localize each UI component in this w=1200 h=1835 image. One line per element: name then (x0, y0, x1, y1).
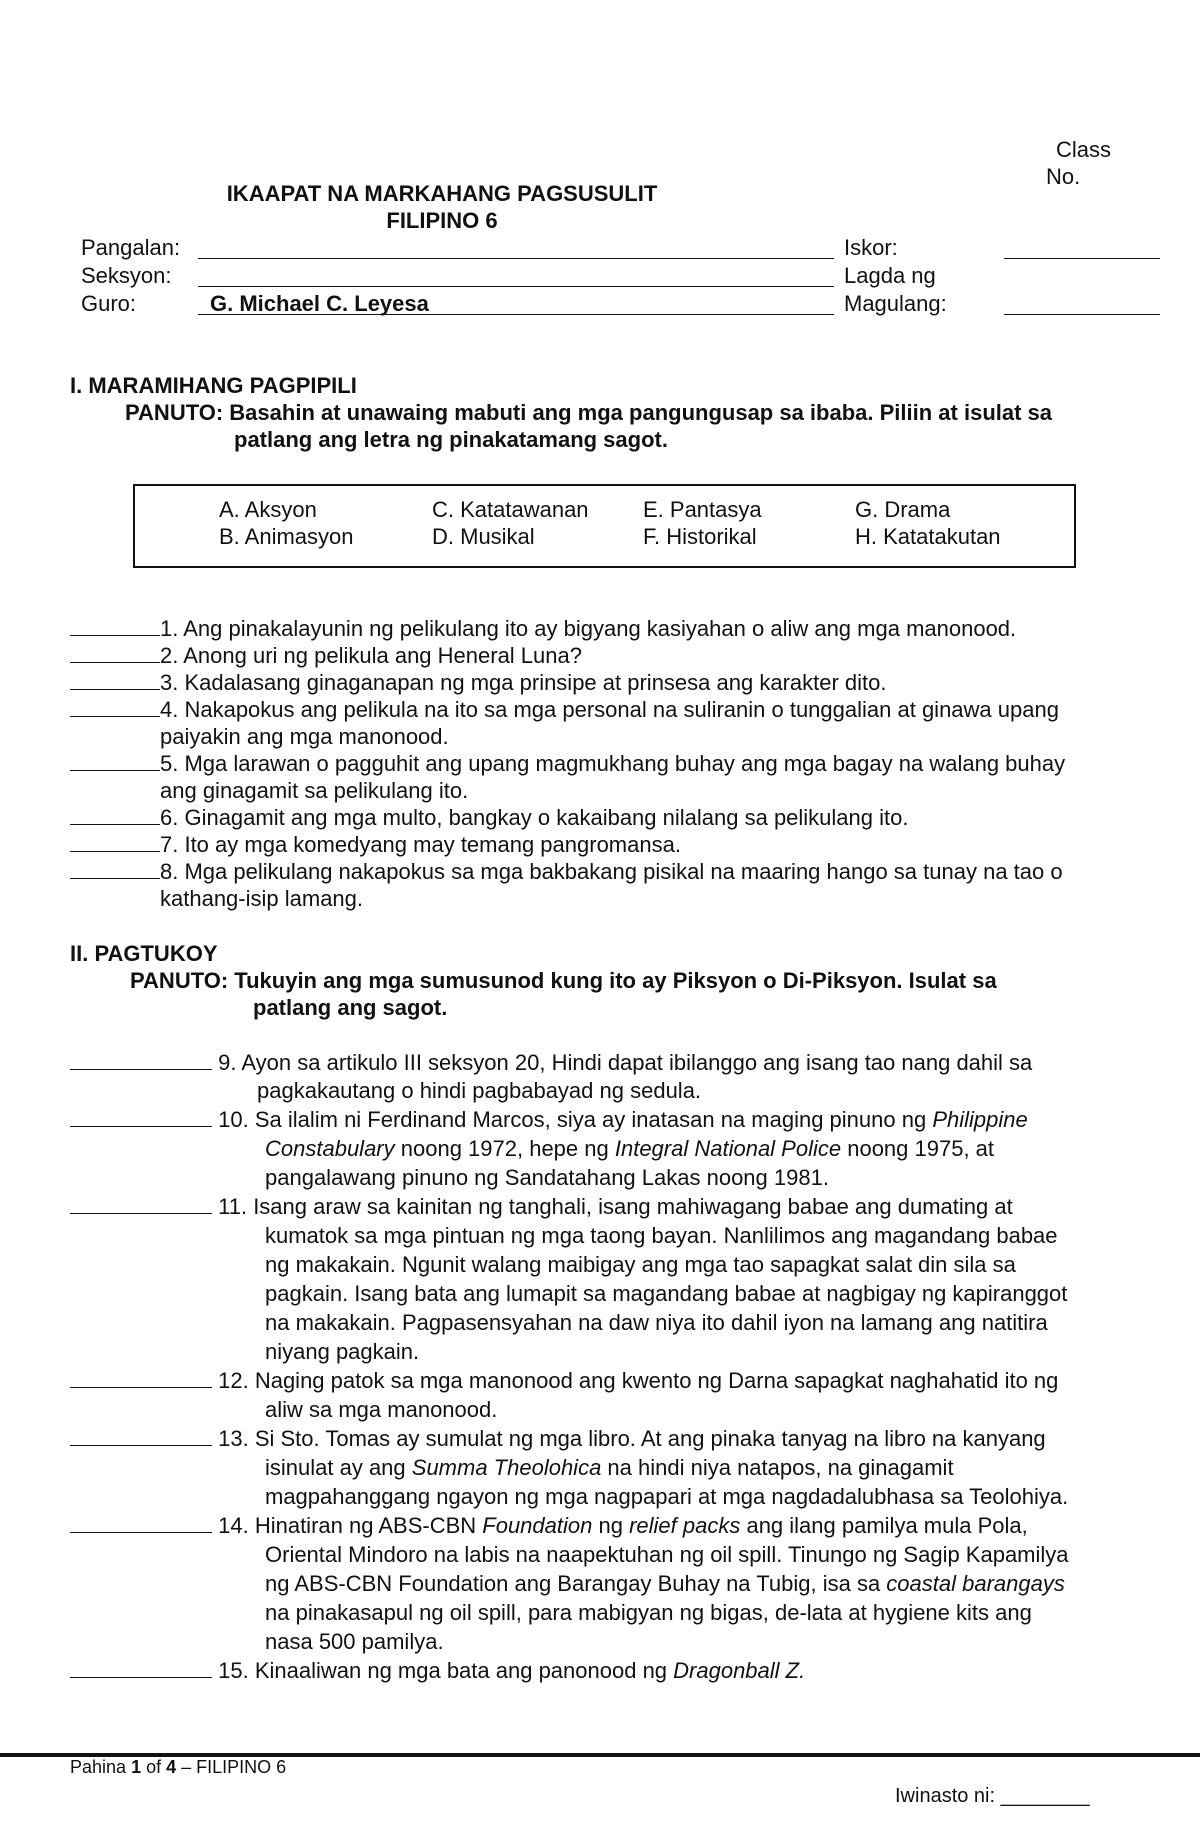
question-text: ng (592, 1513, 630, 1538)
question-text-italic: Foundation (482, 1513, 593, 1538)
section1-instruction-cont: patlang ang letra ng pinakatamang sagot. (234, 427, 668, 452)
question-text: na hindi niya natapos, na ginagamit (601, 1455, 954, 1480)
question-4-cont: paiyakin ang mga manonood. (160, 724, 449, 749)
section1-instruction: PANUTO: Basahin at unawaing mabuti ang mga pangungusap sa ibaba. Piliin at isulat sa (125, 400, 1053, 425)
question-14-cont4: nasa 500 pamilya. (265, 1629, 444, 1654)
choice-h: H. Katatakutan (855, 524, 1001, 549)
section2-instruction-cont: patlang ang sagot. (253, 995, 448, 1020)
choice-e: E. Pantasya (643, 497, 762, 522)
question-10 (70, 1107, 1028, 1133)
answer-blank[interactable] (70, 671, 160, 690)
question-14 (70, 1513, 1028, 1539)
question-text: 6. Ginagamit ang mga multo, bangkay o kakaibang nilalang sa pelikulang ito. (160, 805, 909, 830)
question-11-cont: niyang pagkain. (265, 1339, 420, 1364)
answer-blank[interactable] (70, 1195, 212, 1214)
lagda-field[interactable] (1004, 314, 1160, 315)
question-text: 5. Mga larawan o pagguhit ang upang magmukhang buhay ang mga bagay na walang buhay (160, 751, 1066, 776)
answer-blank[interactable] (70, 1659, 212, 1678)
answer-blank[interactable] (70, 1108, 212, 1127)
page-total: 4 (166, 1757, 177, 1777)
answer-blank[interactable] (70, 698, 160, 717)
question-11-cont: ng makakain. Ngunit walang maibigay ang mga tao sapagkat salat din sila sa (265, 1252, 1016, 1277)
question-text: ng ABS-CBN Foundation ang Barangay Buhay na Tubig, isa sa (265, 1571, 887, 1596)
question-text: 14. Hinatiran ng ABS-CBN (218, 1513, 483, 1538)
question-text: 1. Ang pinakalayunin ng pelikulang ito ay bigyang kasiyahan o aliw ang mga manonood. (160, 616, 1017, 641)
choice-c: C. Katatawanan (432, 497, 589, 522)
question-4 (70, 697, 1059, 723)
question-8-cont: kathang-isip lamang. (160, 886, 364, 911)
answer-blank[interactable] (70, 1514, 212, 1533)
answer-blank[interactable] (70, 833, 160, 852)
seksyon-label: Seksyon: (81, 263, 172, 288)
answer-blank[interactable] (70, 752, 160, 771)
question-8 (70, 859, 1063, 885)
question-text: 13. Si Sto. Tomas ay sumulat ng mga libro. At ang pinaka tanyag na libro na kanyang (218, 1426, 1046, 1451)
page-title: IKAAPAT NA MARKAHANG PAGSUSULIT (226, 181, 658, 206)
lagda-label: Lagda ng (844, 263, 936, 288)
guro-label: Guro: (81, 291, 137, 316)
question-text: 2. Anong uri ng pelikula ang Heneral Luna? (160, 643, 582, 668)
question-9-cont: pagkakautang o hindi pagbabayad ng sedula. (257, 1078, 702, 1103)
question-text: 8. Mga pelikulang nakapokus sa mga bakbakang pisikal na maaring hango sa tunay na tao o (160, 859, 1063, 884)
answer-blank[interactable] (70, 860, 160, 879)
question-2 (70, 643, 582, 669)
question-text: ang ilang pamilya mula Pola, (740, 1513, 1028, 1538)
choice-g: G. Drama (855, 497, 951, 522)
answer-blank[interactable] (70, 806, 160, 825)
answer-blank[interactable] (70, 1369, 212, 1388)
question-12 (70, 1368, 1058, 1394)
question-text: 11. Isang araw sa kainitan ng tanghali, isang mahiwagang babae ang dumating at (218, 1194, 1013, 1219)
iskor-field[interactable] (1004, 258, 1160, 259)
no-label: No. (1046, 164, 1081, 189)
question-14-cont: Oriental Mindoro na labis na naapektuhan ng oil spill. Tinungo ng Sagip Kapamilya (265, 1542, 1069, 1567)
pangalan-label: Pangalan: (81, 235, 181, 260)
question-text: 4. Nakapokus ang pelikula na ito sa mga personal na suliranin o tunggalian at ginawa upang (160, 697, 1059, 722)
question-text: 10. Sa ilalim ni Ferdinand Marcos, siya ay inatasan na maging pinuno ng (218, 1107, 933, 1132)
class-label: Class (1056, 137, 1112, 162)
question-5 (70, 751, 1065, 777)
question-1 (70, 616, 1016, 642)
choices-box (133, 484, 1076, 568)
question-13-cont2: magpahanggang ngayon ng mga nagpapari at mga nagdadalubhasa sa Teolohiya. (265, 1484, 1069, 1509)
question-text-italic: Philippine (932, 1107, 1028, 1132)
question-text: noong 1972, hepe ng (394, 1136, 615, 1161)
question-5-cont: ang ginagamit sa pelikulang ito. (160, 778, 469, 803)
question-text: noong 1975, at (841, 1136, 995, 1161)
question-6 (70, 805, 908, 831)
question-14-cont2 (265, 1571, 1065, 1597)
question-15 (70, 1658, 805, 1684)
checked-by: Iwinasto ni: ________ (895, 1785, 1090, 1807)
answer-blank[interactable] (70, 617, 160, 636)
question-11 (70, 1194, 1013, 1220)
page-number (70, 1757, 286, 1778)
question-text: 15. Kinaaliwan ng mga bata ang panonood ng (218, 1658, 674, 1683)
question-text: 12. Naging patok sa mga manonood ang kwento ng Darna sapagkat naghahatid ito ng (218, 1368, 1059, 1393)
page-current: 1 (131, 1757, 142, 1777)
question-text: 3. Kadalasang ginaganapan ng mga prinsipe at prinsesa ang karakter dito. (160, 670, 887, 695)
question-text: 9. Ayon sa artikulo III seksyon 20, Hindi dapat ibilanggo ang isang tao nang dahil sa (218, 1050, 1033, 1075)
answer-blank[interactable] (70, 1051, 212, 1070)
page-subtitle: FILIPINO 6 (386, 208, 498, 233)
question-13-cont (265, 1455, 954, 1481)
question-text-italic: relief packs (629, 1513, 741, 1538)
question-11-cont: pagkain. Isang bata ang lumapit sa magandang babae at nagbigay ng kapiranggot (265, 1281, 1068, 1306)
page-subject: – FILIPINO 6 (176, 1757, 287, 1777)
question-12-cont: aliw sa mga manonood. (265, 1397, 498, 1422)
question-text-italic: Integral National Police (614, 1136, 842, 1161)
question-3 (70, 670, 887, 696)
question-text-italic: Constabulary (265, 1136, 395, 1161)
question-13 (70, 1426, 1046, 1452)
question-text: isinulat ay ang (265, 1455, 412, 1480)
choice-b: B. Animasyon (219, 524, 354, 549)
question-text-italic: coastal barangays (886, 1571, 1065, 1596)
choice-a: A. Aksyon (219, 497, 317, 522)
question-10-cont2: pangalawang pinuno ng Sandatahang Lakas noong 1981. (265, 1165, 829, 1190)
choice-f: F. Historikal (643, 524, 757, 549)
answer-blank[interactable] (70, 1427, 212, 1446)
seksyon-field[interactable] (198, 286, 834, 287)
page-of: of (141, 1757, 167, 1777)
guro-field (198, 314, 834, 315)
question-14-cont3: na pinakasapul ng oil spill, para mabigyan ng bigas, de-lata at hygiene kits ang (265, 1600, 1032, 1625)
question-10-cont (265, 1136, 994, 1162)
question-text: 7. Ito ay mga komedyang may temang pangromansa. (160, 832, 681, 857)
question-9 (70, 1050, 1032, 1076)
section2-title: II. PAGTUKOY (70, 941, 218, 966)
question-7 (70, 832, 681, 858)
question-text-italic: Dragonball Z. (673, 1658, 806, 1683)
pangalan-field[interactable] (198, 258, 834, 259)
magulang-label: Magulang: (844, 291, 947, 316)
answer-blank[interactable] (70, 644, 160, 663)
question-11-cont: kumatok sa mga pintuan ng mga taong bayan. Nanlilimos ang magandang babae (265, 1223, 1058, 1248)
guro-value: G. Michael C. Leyesa (210, 291, 429, 316)
section1-title: I. MARAMIHANG PAGPIPILI (70, 373, 357, 398)
page-label: Pahina (70, 1757, 132, 1777)
question-text-italic: Summa Theolohica (411, 1455, 602, 1480)
iskor-label: Iskor: (844, 235, 898, 260)
question-11-cont: na makakain. Pagpasensyahan na daw niya ito dahil iyon na lamang ang natitira (265, 1310, 1048, 1335)
section2-instruction: PANUTO: Tukuyin ang mga sumusunod kung ito ay Piksyon o Di-Piksyon. Isulat sa (130, 968, 997, 993)
choice-d: D. Musikal (432, 524, 535, 549)
